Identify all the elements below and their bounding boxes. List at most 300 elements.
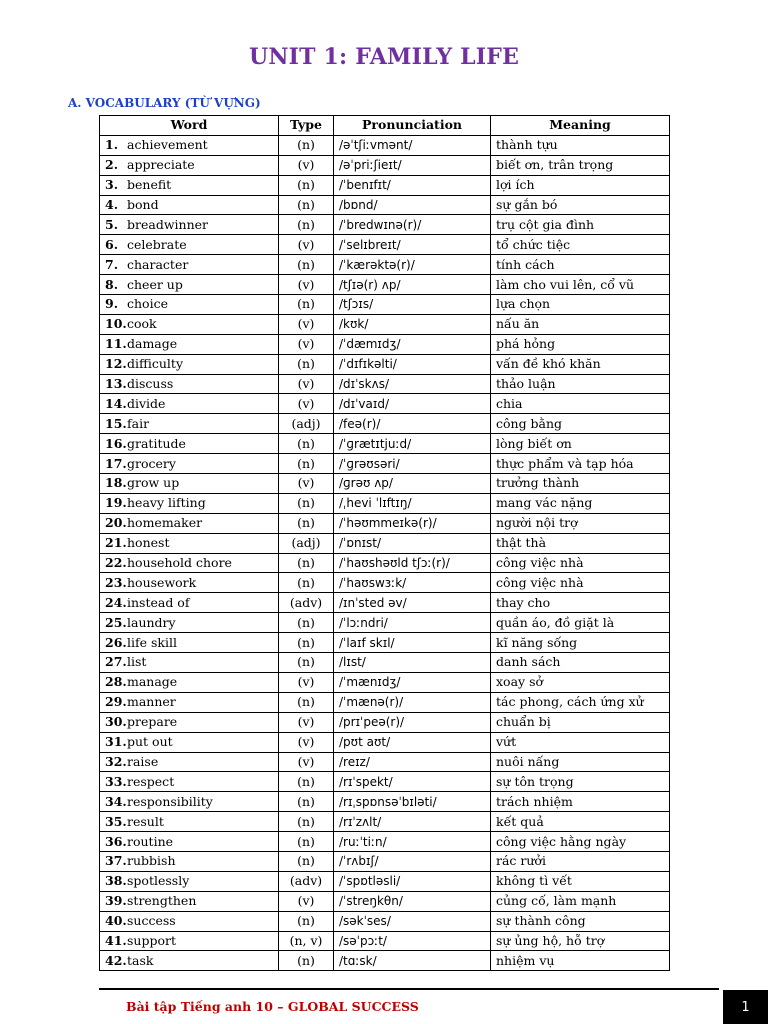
row-number: 5.: [105, 216, 119, 232]
cell-type: (v): [279, 712, 334, 732]
row-number: 37.: [105, 853, 127, 869]
table-row: [100, 633, 670, 653]
cell-meaning: nhiệm vụ: [491, 951, 670, 971]
table-row: [100, 175, 670, 195]
row-number: 28.: [105, 674, 127, 690]
cell-pronunciation: /ˈrʌbɪʃ/: [334, 851, 491, 871]
word-text: spotlessly: [127, 873, 190, 889]
cell-pronunciation: /ˈɡrætɪtjuːd/: [334, 434, 491, 454]
cell-pronunciation: /ˈspɒtləsli/: [334, 871, 491, 891]
cell-type: (v): [279, 672, 334, 692]
cell-pronunciation: /ˈdɪfɪkəlti/: [334, 354, 491, 374]
table-header-row: [100, 116, 670, 136]
word-text: laundry: [127, 614, 176, 630]
row-number: 9.: [105, 296, 119, 312]
table-row: [100, 374, 670, 394]
cell-pronunciation: /rɪˌspɒnsəˈbɪləti/: [334, 792, 491, 812]
word-text: gratitude: [127, 435, 186, 451]
cell-type: (n): [279, 911, 334, 931]
cell-word: [100, 135, 279, 155]
row-number: 34.: [105, 793, 127, 809]
cell-pronunciation: /ˈmænə(r)/: [334, 692, 491, 712]
cell-meaning: kết quả: [491, 812, 670, 832]
table-row: [100, 454, 670, 474]
cell-type: (n): [279, 354, 334, 374]
cell-type: (n, v): [279, 931, 334, 951]
row-number: 32.: [105, 753, 127, 769]
word-text: character: [127, 256, 189, 272]
page-title: UNIT 1: FAMILY LIFE: [248, 44, 520, 70]
word-text: strengthen: [127, 893, 197, 909]
table-row: [100, 752, 670, 772]
cell-word: [100, 812, 279, 832]
row-number: 20.: [105, 515, 127, 531]
cell-meaning: lòng biết ơn: [491, 434, 670, 454]
cell-pronunciation: /tʃɔɪs/: [334, 295, 491, 315]
cell-type: (n): [279, 215, 334, 235]
word-text: result: [127, 813, 164, 829]
row-number: 21.: [105, 535, 127, 551]
table-row: [100, 553, 670, 573]
cell-meaning: kĩ năng sống: [491, 633, 670, 653]
word-text: fair: [127, 415, 150, 431]
word-text: routine: [127, 833, 174, 849]
table-row: [100, 613, 670, 633]
table-row: [100, 215, 670, 235]
header-meaning: Meaning: [491, 116, 670, 136]
word-text: instead of: [127, 594, 190, 610]
cell-pronunciation: /reɪz/: [334, 752, 491, 772]
cell-type: (adv): [279, 593, 334, 613]
row-number: 27.: [105, 654, 127, 670]
cell-meaning: sự gắn bó: [491, 195, 670, 215]
cell-word: [100, 851, 279, 871]
cell-word: [100, 653, 279, 673]
cell-meaning: người nội trợ: [491, 513, 670, 533]
cell-pronunciation: /ruːˈtiːn/: [334, 832, 491, 852]
cell-word: [100, 573, 279, 593]
cell-pronunciation: /dɪˈvaɪd/: [334, 394, 491, 414]
cell-meaning: lựa chọn: [491, 295, 670, 315]
cell-pronunciation: /ˈɒnɪst/: [334, 533, 491, 553]
row-number: 15.: [105, 415, 127, 431]
table-row: [100, 832, 670, 852]
cell-meaning: danh sách: [491, 653, 670, 673]
cell-word: [100, 334, 279, 354]
table-row: [100, 792, 670, 812]
cell-meaning: trưởng thành: [491, 474, 670, 494]
cell-type: (n): [279, 613, 334, 633]
cell-word: [100, 155, 279, 175]
cell-meaning: tính cách: [491, 255, 670, 275]
cell-pronunciation: /ˈselɪbreɪt/: [334, 235, 491, 255]
cell-pronunciation: /pʊt aʊt/: [334, 732, 491, 752]
table-row: [100, 255, 670, 275]
cell-meaning: xoay sở: [491, 672, 670, 692]
cell-pronunciation: /tʃɪə(r) ʌp/: [334, 275, 491, 295]
table-row: [100, 951, 670, 971]
word-text: heavy lifting: [127, 495, 206, 511]
cell-word: [100, 354, 279, 374]
cell-type: (v): [279, 334, 334, 354]
word-text: discuss: [127, 376, 174, 392]
table-row: [100, 593, 670, 613]
cell-type: (v): [279, 235, 334, 255]
word-text: manage: [127, 674, 178, 690]
cell-meaning: tác phong, cách ứng xử: [491, 692, 670, 712]
header-pronunciation: Pronunciation: [334, 116, 491, 136]
word-text: grow up: [127, 475, 180, 491]
cell-pronunciation: /səˈpɔːt/: [334, 931, 491, 951]
cell-type: (n): [279, 135, 334, 155]
cell-word: [100, 871, 279, 891]
cell-pronunciation: /ˈdæmɪdʒ/: [334, 334, 491, 354]
cell-word: [100, 772, 279, 792]
table-row: [100, 394, 670, 414]
cell-type: (n): [279, 812, 334, 832]
word-text: homemaker: [127, 515, 203, 531]
word-text: divide: [127, 395, 166, 411]
cell-word: [100, 712, 279, 732]
table-row: [100, 474, 670, 494]
word-text: appreciate: [127, 157, 195, 173]
word-text: cheer up: [127, 276, 183, 292]
cell-pronunciation: /prɪˈpeə(r)/: [334, 712, 491, 732]
row-number: 33.: [105, 773, 127, 789]
cell-pronunciation: /ˈstreŋkθn/: [334, 891, 491, 911]
table-row: [100, 334, 670, 354]
table-row: [100, 295, 670, 315]
cell-type: (n): [279, 633, 334, 653]
cell-word: [100, 454, 279, 474]
cell-type: (n): [279, 175, 334, 195]
cell-pronunciation: /ɪnˈsted əv/: [334, 593, 491, 613]
cell-type: (v): [279, 314, 334, 334]
cell-meaning: trụ cột gia đình: [491, 215, 670, 235]
cell-type: (n): [279, 692, 334, 712]
word-text: manner: [127, 694, 176, 710]
word-text: success: [127, 913, 176, 929]
word-text: rubbish: [127, 853, 176, 869]
cell-pronunciation: /ˈbenɪfɪt/: [334, 175, 491, 195]
row-number: 30.: [105, 714, 127, 730]
cell-type: (v): [279, 275, 334, 295]
table-row: [100, 911, 670, 931]
row-number: 7.: [105, 256, 119, 272]
cell-word: [100, 235, 279, 255]
cell-type: (v): [279, 891, 334, 911]
table-row: [100, 812, 670, 832]
cell-word: [100, 732, 279, 752]
cell-word: [100, 752, 279, 772]
section-heading: A. VOCABULARY (TỪ VỰNG): [68, 96, 261, 110]
cell-meaning: vứt: [491, 732, 670, 752]
row-number: 11.: [105, 336, 127, 352]
cell-pronunciation: /ˈhaʊswɜːk/: [334, 573, 491, 593]
header-type: Type: [279, 116, 334, 136]
table-row: [100, 493, 670, 513]
cell-type: (v): [279, 474, 334, 494]
row-number: 42.: [105, 952, 127, 968]
row-number: 8.: [105, 276, 119, 292]
cell-type: (n): [279, 434, 334, 454]
cell-type: (adj): [279, 414, 334, 434]
cell-type: (n): [279, 851, 334, 871]
table-row: [100, 434, 670, 454]
table-row: [100, 275, 670, 295]
row-number: 13.: [105, 376, 127, 392]
row-number: 3.: [105, 177, 119, 193]
cell-pronunciation: /əˈtʃiːvmənt/: [334, 135, 491, 155]
word-text: achievement: [127, 137, 208, 153]
cell-word: [100, 593, 279, 613]
cell-word: [100, 314, 279, 334]
cell-type: (adj): [279, 533, 334, 553]
cell-pronunciation: /əˈpriːʃieɪt/: [334, 155, 491, 175]
cell-meaning: thay cho: [491, 593, 670, 613]
row-number: 14.: [105, 395, 127, 411]
table-row: [100, 155, 670, 175]
cell-type: (n): [279, 792, 334, 812]
cell-type: (v): [279, 732, 334, 752]
word-text: household chore: [127, 555, 232, 571]
cell-type: (n): [279, 832, 334, 852]
cell-word: [100, 175, 279, 195]
cell-word: [100, 951, 279, 971]
cell-meaning: sự tôn trọng: [491, 772, 670, 792]
cell-type: (n): [279, 951, 334, 971]
cell-meaning: mang vác nặng: [491, 493, 670, 513]
cell-type: (n): [279, 454, 334, 474]
table-row: [100, 871, 670, 891]
table-row: [100, 235, 670, 255]
cell-meaning: sự ủng hộ, hỗ trợ: [491, 931, 670, 951]
cell-type: (adv): [279, 871, 334, 891]
table-row: [100, 573, 670, 593]
cell-type: (v): [279, 752, 334, 772]
cell-word: [100, 911, 279, 931]
cell-meaning: làm cho vui lên, cổ vũ: [491, 275, 670, 295]
cell-type: (n): [279, 195, 334, 215]
cell-word: [100, 474, 279, 494]
cell-word: [100, 215, 279, 235]
cell-meaning: vấn đề khó khăn: [491, 354, 670, 374]
word-text: benefit: [127, 177, 172, 193]
word-text: choice: [127, 296, 168, 312]
row-number: 16.: [105, 435, 127, 451]
table-row: [100, 513, 670, 533]
cell-word: [100, 434, 279, 454]
table-row: [100, 672, 670, 692]
cell-pronunciation: /tɑːsk/: [334, 951, 491, 971]
row-number: 26.: [105, 634, 127, 650]
word-text: task: [127, 952, 154, 968]
cell-word: [100, 275, 279, 295]
cell-type: (n): [279, 573, 334, 593]
word-text: prepare: [127, 714, 178, 730]
cell-type: (n): [279, 255, 334, 275]
row-number: 6.: [105, 236, 119, 252]
table-row: [100, 533, 670, 553]
cell-word: [100, 533, 279, 553]
cell-word: [100, 553, 279, 573]
row-number: 40.: [105, 913, 127, 929]
table-row: [100, 931, 670, 951]
cell-type: (n): [279, 772, 334, 792]
word-text: respect: [127, 773, 175, 789]
cell-meaning: công việc nhà: [491, 553, 670, 573]
cell-word: [100, 295, 279, 315]
row-number: 41.: [105, 932, 127, 948]
cell-type: (v): [279, 394, 334, 414]
cell-pronunciation: /ˈlɔːndri/: [334, 613, 491, 633]
table-body: [100, 135, 670, 970]
row-number: 36.: [105, 833, 127, 849]
table-row: [100, 135, 670, 155]
word-text: difficulty: [127, 356, 184, 372]
cell-pronunciation: /rɪˈspekt/: [334, 772, 491, 792]
header-word: Word: [100, 116, 279, 136]
cell-type: (n): [279, 513, 334, 533]
cell-meaning: công việc hằng ngày: [491, 832, 670, 852]
cell-meaning: củng cố, làm mạnh: [491, 891, 670, 911]
word-text: raise: [127, 753, 159, 769]
row-number: 31.: [105, 734, 127, 750]
cell-pronunciation: /bɒnd/: [334, 195, 491, 215]
cell-type: (v): [279, 374, 334, 394]
page-number: 1: [723, 990, 768, 1024]
cell-type: (v): [279, 155, 334, 175]
cell-meaning: nấu ăn: [491, 314, 670, 334]
table-row: [100, 354, 670, 374]
row-number: 18.: [105, 475, 127, 491]
cell-meaning: biết ơn, trân trọng: [491, 155, 670, 175]
cell-pronunciation: /ˈbredwɪnə(r)/: [334, 215, 491, 235]
row-number: 35.: [105, 813, 127, 829]
cell-meaning: lợi ích: [491, 175, 670, 195]
table-row: [100, 772, 670, 792]
cell-pronunciation: /səkˈses/: [334, 911, 491, 931]
table-row: [100, 314, 670, 334]
word-text: housework: [127, 574, 197, 590]
word-text: celebrate: [127, 236, 187, 252]
row-number: 19.: [105, 495, 127, 511]
table-row: [100, 891, 670, 911]
cell-word: [100, 931, 279, 951]
word-text: grocery: [127, 455, 176, 471]
cell-pronunciation: /ˈɡrəʊsəri/: [334, 454, 491, 474]
word-text: put out: [127, 734, 173, 750]
word-text: cook: [127, 316, 157, 332]
footer-divider: [99, 988, 719, 990]
cell-pronunciation: /kʊk/: [334, 314, 491, 334]
cell-word: [100, 374, 279, 394]
word-text: list: [127, 654, 147, 670]
cell-word: [100, 394, 279, 414]
row-number: 17.: [105, 455, 127, 471]
cell-word: [100, 255, 279, 275]
cell-meaning: phá hỏng: [491, 334, 670, 354]
word-text: honest: [127, 535, 170, 551]
cell-word: [100, 513, 279, 533]
row-number: 38.: [105, 873, 127, 889]
row-number: 1.: [105, 137, 119, 153]
table-row: [100, 712, 670, 732]
cell-word: [100, 493, 279, 513]
table-row: [100, 692, 670, 712]
cell-meaning: tổ chức tiệc: [491, 235, 670, 255]
cell-pronunciation: /rɪˈzʌlt/: [334, 812, 491, 832]
cell-meaning: thật thà: [491, 533, 670, 553]
cell-pronunciation: /ˈhaʊshəʊld tʃɔː(r)/: [334, 553, 491, 573]
cell-word: [100, 832, 279, 852]
row-number: 22.: [105, 555, 127, 571]
row-number: 4.: [105, 197, 119, 212]
table-row: [100, 851, 670, 871]
cell-meaning: trách nhiệm: [491, 792, 670, 812]
cell-meaning: công bằng: [491, 414, 670, 434]
row-number: 25.: [105, 614, 127, 630]
cell-meaning: thực phẩm và tạp hóa: [491, 454, 670, 474]
row-number: 12.: [105, 356, 127, 372]
cell-pronunciation: /ˈmænɪdʒ/: [334, 672, 491, 692]
cell-pronunciation: /ˈhəʊmmeɪkə(r)/: [334, 513, 491, 533]
word-text: bond: [127, 197, 159, 212]
cell-word: [100, 891, 279, 911]
word-text: damage: [127, 336, 178, 352]
cell-pronunciation: /lɪst/: [334, 653, 491, 673]
cell-meaning: thảo luận: [491, 374, 670, 394]
table-row: [100, 195, 670, 215]
row-number: 29.: [105, 694, 127, 710]
cell-pronunciation: /ɡrəʊ ʌp/: [334, 474, 491, 494]
vocabulary-table: [99, 115, 670, 971]
row-number: 23.: [105, 574, 127, 590]
cell-meaning: chia: [491, 394, 670, 414]
cell-meaning: sự thành công: [491, 911, 670, 931]
table-row: [100, 653, 670, 673]
cell-pronunciation: /dɪˈskʌs/: [334, 374, 491, 394]
cell-meaning: không tì vết: [491, 871, 670, 891]
cell-pronunciation: /ˈkærəktə(r)/: [334, 255, 491, 275]
cell-type: (n): [279, 653, 334, 673]
cell-pronunciation: /ˈlaɪf skɪl/: [334, 633, 491, 653]
word-text: breadwinner: [127, 216, 208, 232]
table-row: [100, 414, 670, 434]
row-number: 2.: [105, 157, 119, 173]
word-text: support: [127, 932, 176, 948]
cell-pronunciation: /feə(r)/: [334, 414, 491, 434]
cell-word: [100, 692, 279, 712]
cell-meaning: nuôi nấng: [491, 752, 670, 772]
cell-meaning: thành tựu: [491, 135, 670, 155]
cell-type: (n): [279, 295, 334, 315]
row-number: 24.: [105, 594, 127, 610]
cell-meaning: công việc nhà: [491, 573, 670, 593]
cell-type: (n): [279, 493, 334, 513]
cell-word: [100, 672, 279, 692]
row-number: 10.: [105, 316, 127, 332]
word-text: life skill: [127, 634, 177, 650]
cell-word: [100, 792, 279, 812]
table-row: [100, 732, 670, 752]
cell-word: [100, 195, 279, 215]
row-number: 39.: [105, 893, 127, 909]
cell-type: (n): [279, 553, 334, 573]
cell-word: [100, 414, 279, 434]
cell-meaning: rác rưởi: [491, 851, 670, 871]
cell-meaning: quần áo, đồ giặt là: [491, 613, 670, 633]
